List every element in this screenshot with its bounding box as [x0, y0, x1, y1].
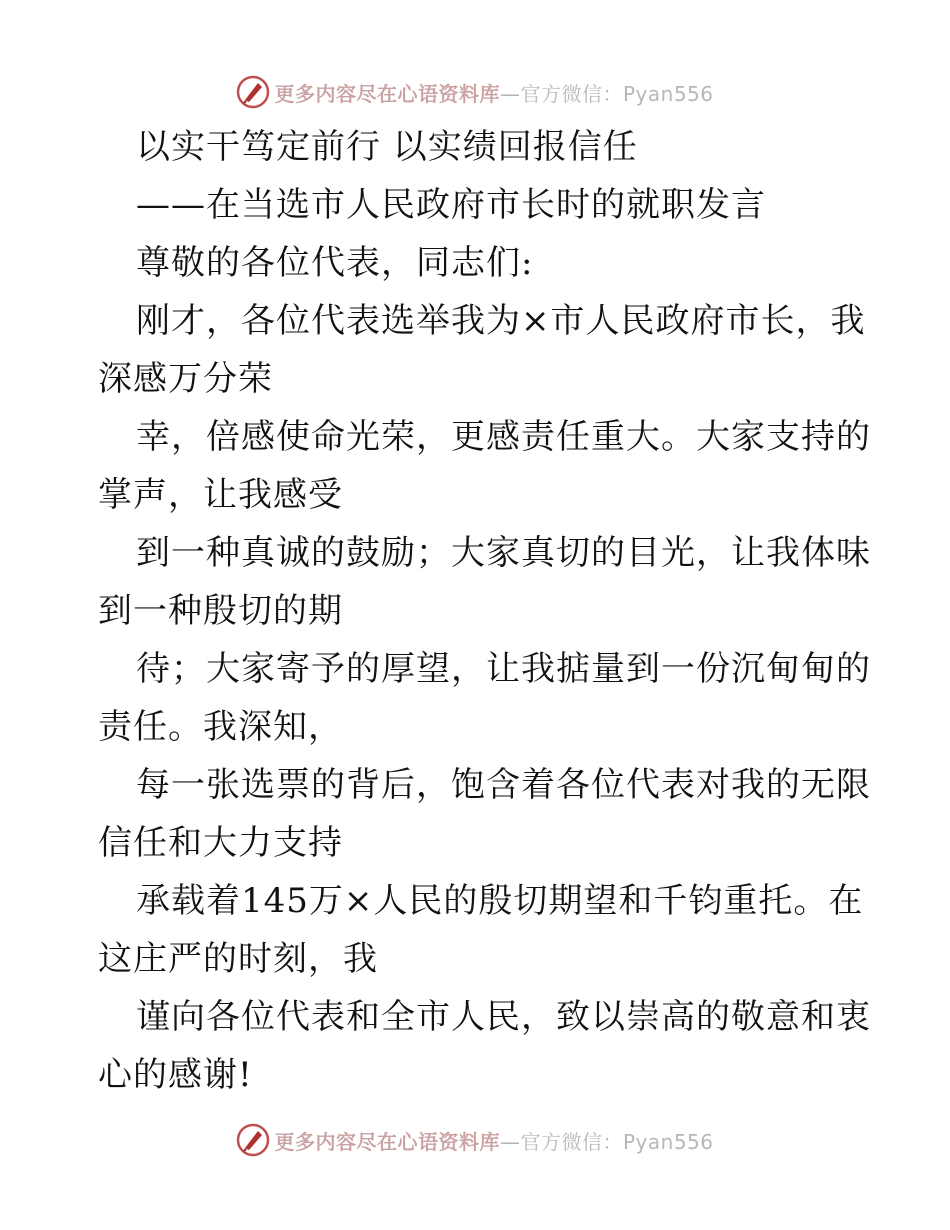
doc-salutation: 尊敬的各位代表，同志们:	[136, 243, 534, 283]
watermark-main-text: 更多内容尽在心语资料库	[274, 1129, 500, 1154]
doc-line: 每一张选票的背后，饱含着各位代表对我的无限	[136, 765, 871, 805]
doc-line: 责任。我深知，	[98, 707, 343, 747]
watermark-official-text: 官方微信：	[520, 81, 623, 106]
watermark-id: Pyan556	[622, 81, 714, 106]
document-body	[98, 118, 871, 1104]
watermark-dash: —	[499, 81, 521, 106]
doc-line: 待；大家寄予的厚望，让我掂量到一份沉甸甸的	[136, 649, 871, 689]
doc-line: 深感万分荣	[98, 359, 273, 399]
doc-line: 到一种殷切的期	[98, 591, 343, 631]
doc-line: 谨向各位代表和全市人民，致以崇高的敬意和衷	[136, 997, 871, 1037]
quill-logo-icon	[236, 1123, 270, 1157]
doc-line: 承载着145万×人民的殷切期望和千钧重托。在	[136, 881, 864, 921]
doc-line: 这庄严的时刻，我	[98, 939, 378, 979]
doc-title: 以实干笃定前行 以实绩回报信任	[136, 127, 638, 167]
quill-logo-icon	[236, 75, 270, 109]
doc-line: 心的感谢!	[98, 1055, 253, 1095]
doc-line: 信任和大力支持	[98, 823, 343, 863]
header-watermark	[0, 72, 950, 112]
watermark-dash: —	[499, 1129, 521, 1154]
footer-watermark	[0, 1120, 950, 1160]
watermark-main-text: 更多内容尽在心语资料库	[274, 81, 500, 106]
doc-line: 到一种真诚的鼓励；大家真切的目光，让我体味	[136, 533, 871, 573]
watermark-official-text: 官方微信：	[520, 1129, 623, 1154]
doc-subtitle: ——在当选市人民政府市长时的就职发言	[136, 185, 766, 225]
watermark-id: Pyan556	[622, 1129, 714, 1154]
doc-line: 幸，倍感使命光荣，更感责任重大。大家支持的	[136, 417, 871, 457]
doc-line: 掌声，让我感受	[98, 475, 343, 515]
doc-line: 刚才，各位代表选举我为×市人民政府市长，我	[136, 301, 866, 341]
